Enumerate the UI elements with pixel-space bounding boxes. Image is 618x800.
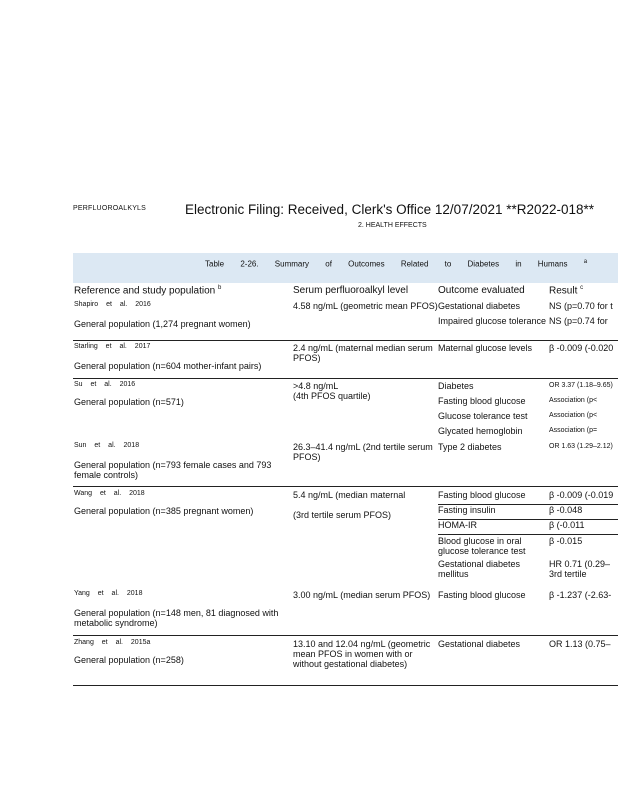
row-level: 4.58 ng/mL (geometric mean PFOS) xyxy=(293,301,438,311)
cell-divider xyxy=(438,504,618,505)
row-result: OR 1.63 (1.29–2.12) xyxy=(549,443,613,450)
row-level: 26.3–41.4 ng/mL (2nd tertile serum PFOS) xyxy=(293,442,433,462)
row-reference: Yang et al. 2018 xyxy=(74,590,143,597)
row-divider xyxy=(73,486,618,487)
row-divider xyxy=(73,635,618,636)
row-result: NS (p=0.74 for xyxy=(549,316,608,326)
row-result: Association (p= xyxy=(549,427,598,434)
row-population: General population (n=258) xyxy=(74,655,184,665)
row-level: 5.4 ng/mL (median maternal xyxy=(293,490,406,500)
col-header-reference: Reference and study population $^b$ xyxy=(74,285,222,297)
row-population: General population (1,274 pregnant women) xyxy=(74,319,251,329)
row-outcome: Gestational diabetes xyxy=(438,639,521,649)
row-outcome: Fasting insulin xyxy=(438,505,496,515)
row-reference: Shapiro et al. 2016 xyxy=(74,301,151,308)
row-level: 3.00 ng/mL (median serum PFOS) xyxy=(293,590,431,600)
row-reference: Starling et al. 2017 xyxy=(74,343,151,350)
table-caption xyxy=(205,259,587,269)
row-outcome: Gestational diabetes mellitus xyxy=(438,559,521,579)
row-outcome: Type 2 diabetes xyxy=(438,442,502,452)
row-result: NS (p=0.70 for t xyxy=(549,301,613,311)
row-result: β -0.015 xyxy=(549,536,583,546)
row-reference: Su et al. 2016 xyxy=(74,381,136,388)
row-population: General population (n=571) xyxy=(74,397,184,407)
running-header-chemical: PERFLUOROALKYLS xyxy=(73,205,147,212)
row-result: β -0.009 (-0.020 xyxy=(549,343,614,353)
table-caption-footnote: a xyxy=(583,259,588,265)
table-column-headers xyxy=(73,285,618,299)
section-header: 2. HEALTH EFFECTS xyxy=(358,222,427,229)
row-reference: Wang et al. 2018 xyxy=(74,490,145,497)
row-result: β -0.009 (-0.019 xyxy=(549,490,614,500)
table-caption-text: Table 2-26. Summary of Outcomes Related to Diabetes in Humans xyxy=(205,259,568,269)
row-level-detail: (4th PFOS quartile) xyxy=(293,391,371,401)
row-population: General population (n=793 female cases and 793 female controls) xyxy=(74,460,272,480)
row-population: General population (n=148 men, 81 diagnosed with metabolic syndrome) xyxy=(74,608,279,628)
row-divider xyxy=(73,378,618,379)
row-reference: Sun et al. 2018 xyxy=(74,442,140,449)
row-result: β -1.237 (-2.63- xyxy=(549,590,612,600)
row-outcome: Impaired glucose tolerance xyxy=(438,316,547,326)
row-result: Association (p< xyxy=(549,412,598,419)
row-divider xyxy=(73,340,618,341)
row-outcome: Maternal glucose levels xyxy=(438,343,533,353)
row-outcome: Fasting blood glucose xyxy=(438,490,526,500)
row-result: OR 1.13 (0.75– xyxy=(549,639,611,649)
col-header-outcome: Outcome evaluated xyxy=(438,285,525,296)
row-result-detail: 3rd tertile xyxy=(549,569,587,579)
row-population: General population (n=385 pregnant women) xyxy=(74,506,254,516)
row-outcome: Diabetes xyxy=(438,381,474,391)
row-outcome: Glucose tolerance test xyxy=(438,411,528,421)
row-outcome: HOMA-IR xyxy=(438,520,477,530)
row-level: 2.4 ng/mL (maternal median serum PFOS) xyxy=(293,343,433,363)
row-outcome: Fasting blood glucose xyxy=(438,396,526,406)
col-header-result: Result $^c$ xyxy=(549,285,584,297)
table-bottom-rule xyxy=(73,685,618,686)
cell-divider xyxy=(438,519,618,520)
row-result: Association (p< xyxy=(549,397,598,404)
row-outcome: Fasting blood glucose xyxy=(438,590,526,600)
filing-stamp-header: Electronic Filing: Received, Clerk's Office 12/07/2021 **R2022-018** xyxy=(185,202,595,217)
row-outcome: Blood glucose in oral glucose tolerance test xyxy=(438,536,526,556)
row-result: β (-0.011 xyxy=(549,520,585,530)
row-reference: Zhang et al. 2015a xyxy=(74,639,151,646)
row-level: 13.10 and 12.04 ng/mL (geometric mean PFOS in women with or without gestational diabetes) xyxy=(293,639,431,669)
row-result: HR 0.71 (0.29– xyxy=(549,559,611,569)
cell-divider xyxy=(438,534,618,535)
row-level: >4.8 ng/mL xyxy=(293,381,339,391)
row-result: β -0.048 xyxy=(549,505,583,515)
row-level-detail: (3rd tertile serum PFOS) xyxy=(293,510,392,520)
row-population: General population (n=604 mother-infant pairs) xyxy=(74,361,262,371)
row-outcome: Glycated hemoglobin xyxy=(438,426,523,436)
row-outcome: Gestational diabetes xyxy=(438,301,521,311)
col-header-level: Serum perfluoroalkyl level xyxy=(293,285,409,296)
row-result: OR 3.37 (1.18–9.65) xyxy=(549,382,613,389)
